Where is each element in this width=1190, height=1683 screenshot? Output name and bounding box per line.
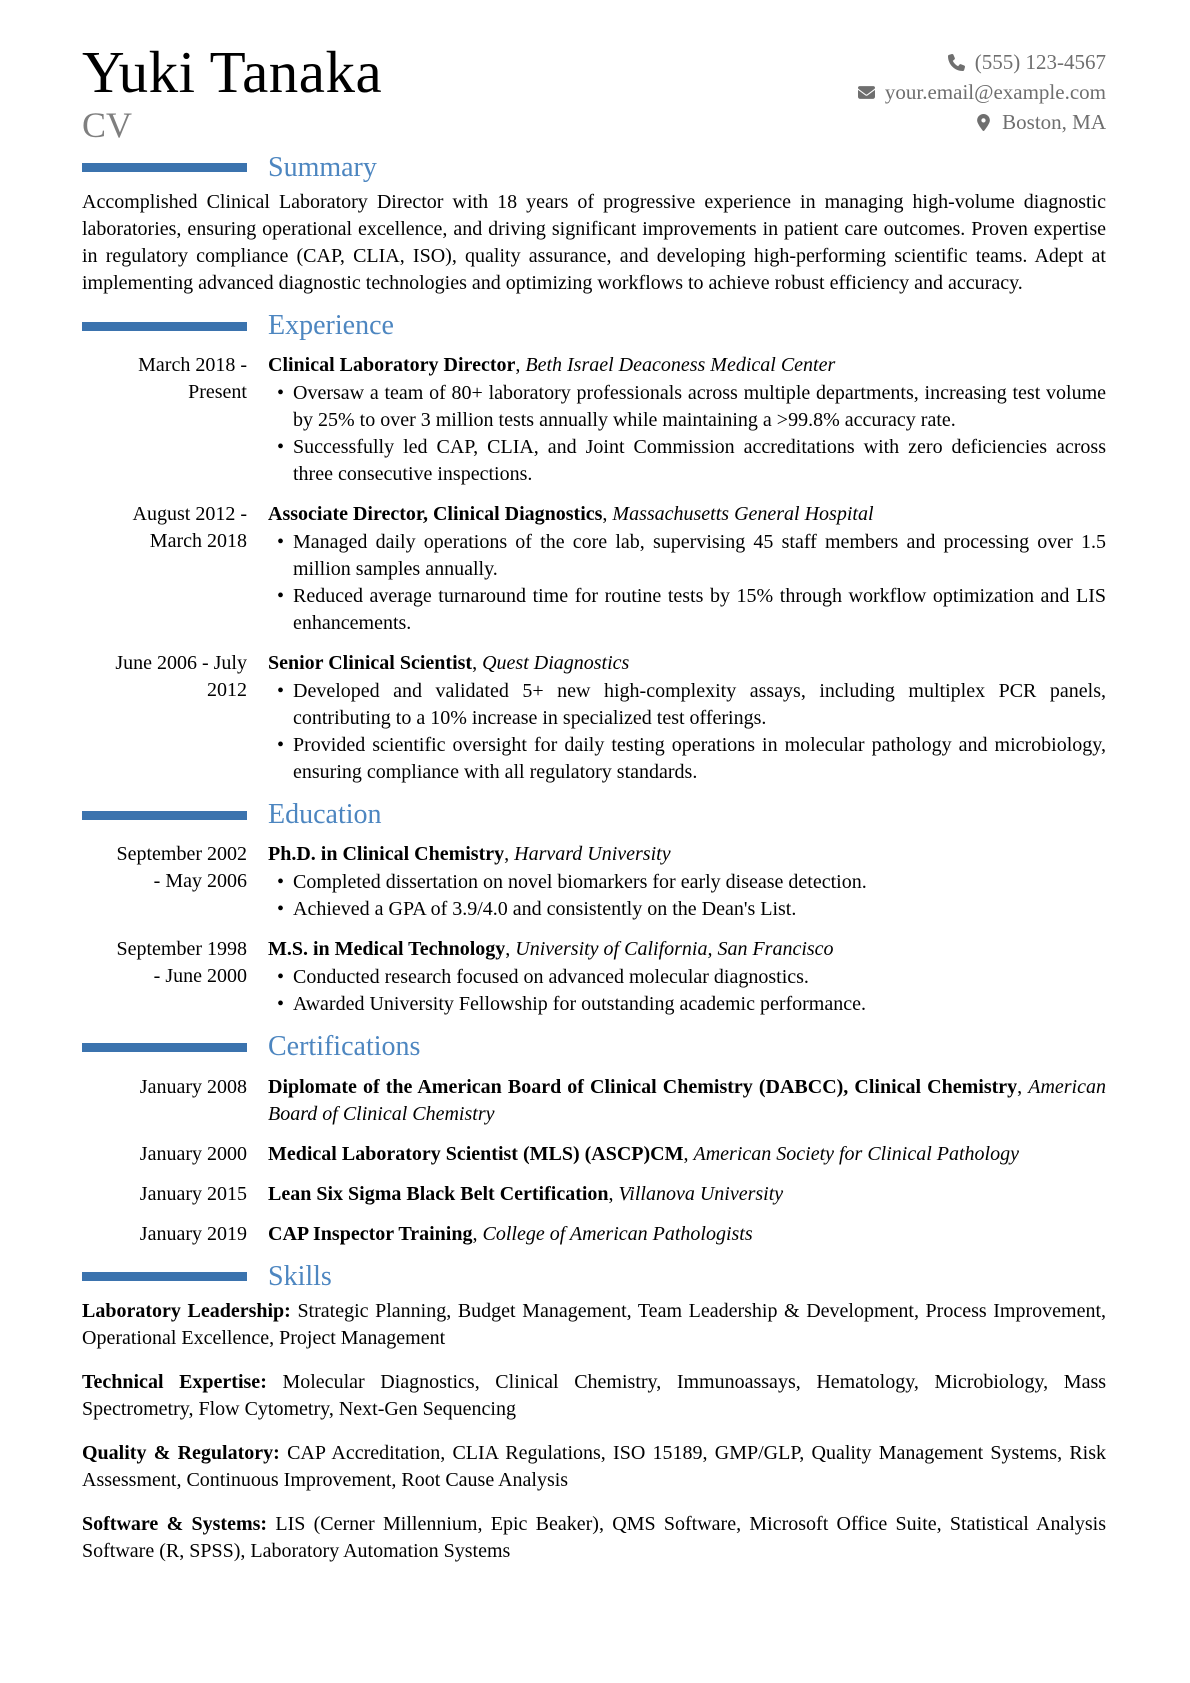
skill-label: Software & Systems: xyxy=(82,1512,268,1535)
section-summary xyxy=(82,152,1106,297)
contact-email[interactable] xyxy=(858,78,1106,108)
contact-location-text: Boston, MA xyxy=(1002,109,1106,134)
section-skills xyxy=(82,1261,1106,1565)
section-title-experience: Experience xyxy=(268,309,394,341)
entry-organization: Villanova University xyxy=(618,1182,784,1205)
highlight-item: • Awarded University Fellowship for outstanding academic performance. xyxy=(268,991,1106,1018)
entry-title xyxy=(268,1141,1106,1168)
entry-highlights xyxy=(268,964,1106,1018)
entry-dates xyxy=(82,352,247,488)
entry-body xyxy=(268,936,1106,1018)
entry-position: M.S. in Medical Technology xyxy=(268,938,506,961)
entry-body xyxy=(268,1221,1106,1248)
entry-highlights xyxy=(268,678,1106,786)
entry-title xyxy=(268,1221,1106,1248)
skill-text: CAP Accreditation, CLIA Regulations, ISO 15189, GMP/GLP, Quality Management Systems, Risk Assessment, Continuous Improvement, Root Cause Analysis xyxy=(82,1441,1106,1491)
entry-organization: Massachusetts General Hospital xyxy=(612,503,874,526)
entry-separator: , xyxy=(504,843,515,866)
envelope-icon xyxy=(858,84,875,101)
highlight-item: • Achieved a GPA of 3.9/4.0 and consistently on the Dean's List. xyxy=(268,896,1106,923)
entry-highlights xyxy=(268,869,1106,923)
contact-location xyxy=(858,108,1106,138)
entry-dates-text: June 2006 - July 2012 xyxy=(115,652,247,702)
entry-dates xyxy=(82,501,247,637)
highlight-item: • Oversaw a team of 80+ laboratory professionals across multiple departments, increasing test volume by 25% to over 3 million tests annually while maintaining a >99.8% accuracy rate. xyxy=(268,380,1106,434)
entry-body xyxy=(268,1141,1106,1168)
entry-dates-text: September 1998 - June 2000 xyxy=(116,938,247,988)
entry-body xyxy=(268,1181,1106,1208)
section-rule xyxy=(82,1272,247,1281)
entry-position: Medical Laboratory Scientist (MLS) (ASCP)CM xyxy=(268,1142,684,1165)
entry-position: CAP Inspector Training xyxy=(268,1222,473,1245)
highlight-item: • Successfully led CAP, CLIA, and Joint Commission accreditations with zero deficiencies across three consecutive inspections. xyxy=(268,434,1106,488)
entry xyxy=(82,352,1106,488)
entry-dates-text: March 2018 - Present xyxy=(138,354,247,404)
section-heading xyxy=(82,152,1106,184)
phone-icon xyxy=(948,54,965,71)
entry xyxy=(82,501,1106,637)
entry-organization: Harvard University xyxy=(514,843,671,866)
contact-phone-text: (555) 123-4567 xyxy=(974,50,1106,74)
entry-dates xyxy=(82,650,247,786)
entry-position: Associate Director, Clinical Diagnostics xyxy=(268,503,603,526)
entry-separator: , xyxy=(505,938,516,961)
entry-body xyxy=(268,841,1106,923)
skill-label: Technical Expertise: xyxy=(82,1370,267,1393)
entry-organization: Quest Diagnostics xyxy=(482,652,630,675)
section-title-summary: Summary xyxy=(268,151,377,183)
entry-dates xyxy=(82,1141,247,1168)
entry xyxy=(82,936,1106,1018)
entry-body xyxy=(268,501,1106,637)
entry-body xyxy=(268,650,1106,786)
entry-position: Senior Clinical Scientist xyxy=(268,652,473,675)
entry xyxy=(82,841,1106,923)
entry-dates-text: January 2008 xyxy=(139,1075,247,1098)
entry-dates-text: January 2015 xyxy=(139,1182,247,1205)
entry-separator: , xyxy=(1017,1075,1029,1098)
entry-dates xyxy=(82,936,247,1018)
entry-separator: , xyxy=(608,1182,619,1205)
entry-title xyxy=(268,841,1106,868)
entry xyxy=(82,1074,1106,1128)
entry-separator: , xyxy=(472,1222,483,1245)
skill-item xyxy=(82,1511,1106,1565)
section-rule xyxy=(82,322,247,331)
entry-separator: , xyxy=(515,354,526,377)
contact-email-text: your.email@example.com xyxy=(884,79,1106,104)
entry-dates xyxy=(82,1074,247,1128)
entry xyxy=(82,1141,1106,1168)
identity-block xyxy=(82,39,383,146)
highlight-item: • Provided scientific oversight for daily testing operations in molecular pathology and microbiology, ensuring compliance with all regulatory standards. xyxy=(268,732,1106,786)
skill-text: LIS (Cerner Millennium, Epic Beaker), QMS Software, Microsoft Office Suite, Statistical Analysis Software (R, SPSS), Laboratory Automation Systems xyxy=(82,1512,1106,1562)
entry xyxy=(82,1221,1106,1248)
entry xyxy=(82,1181,1106,1208)
entry-title xyxy=(268,650,1106,677)
section-heading xyxy=(82,799,1106,831)
section-rule xyxy=(82,1043,247,1052)
entry-highlights xyxy=(268,529,1106,637)
entry-dates xyxy=(82,841,247,923)
entry-title xyxy=(268,501,1106,528)
entry-organization: American Board of Clinical Chemistry xyxy=(268,1075,1106,1125)
section-certifications xyxy=(82,1031,1106,1247)
section-rule xyxy=(82,163,247,172)
highlight-item: • Reduced average turnaround time for routine tests by 15% through workflow optimization and LIS enhancements. xyxy=(268,583,1106,637)
certifications-entries xyxy=(82,1074,1106,1248)
entry-organization: College of American Pathologists xyxy=(482,1222,753,1245)
experience-entries xyxy=(82,352,1106,786)
entry-position: Ph.D. in Clinical Chemistry xyxy=(268,843,505,866)
highlight-item: • Completed dissertation on novel biomarkers for early disease detection. xyxy=(268,869,1106,896)
skill-item xyxy=(82,1440,1106,1494)
entry-position: Diplomate of the American Board of Clinical Chemistry (DABCC), Clinical Chemistry xyxy=(268,1075,1018,1098)
entry-dates-text: August 2012 - March 2018 xyxy=(132,503,247,553)
entry-dates-text: September 2002 - May 2006 xyxy=(116,843,247,893)
entry-body xyxy=(268,352,1106,488)
entry-organization: American Society for Clinical Pathology xyxy=(693,1142,1019,1165)
entry-title xyxy=(268,352,1106,379)
entry-separator: , xyxy=(472,652,483,675)
skills-list xyxy=(82,1298,1106,1565)
entry-title xyxy=(268,1181,1106,1208)
section-title-skills: Skills xyxy=(268,1260,332,1292)
skill-text: Strategic Planning, Budget Management, Team Leadership & Development, Process Improvement, Operational Excellence, Project Management xyxy=(82,1299,1107,1349)
section-rule xyxy=(82,811,247,820)
summary-text: Accomplished Clinical Laboratory Director with 18 years of progressive experience in managing high-volume diagnostic laboratories, ensuring operational excellence, and driving significant improvements in patient care outcomes. Proven expertise in regulatory compliance (CAP, CLIA, ISO), quality assurance, and developing high-performing scientific teams. Adept at implementing advanced diagnostic technologies and optimizing workflows to achieve robust efficiency and accuracy. xyxy=(82,190,1106,294)
section-title-education: Education xyxy=(268,799,382,831)
highlight-item: • Managed daily operations of the core lab, supervising 45 staff members and processing over 1.5 million samples annually. xyxy=(268,529,1106,583)
entry-organization: University of California, San Francisco xyxy=(515,938,834,961)
entry-title xyxy=(268,1074,1106,1128)
section-experience xyxy=(82,310,1106,786)
entry-dates-text: January 2019 xyxy=(139,1222,247,1245)
location-icon xyxy=(975,114,992,131)
highlight-item: • Developed and validated 5+ new high-complexity assays, including multiplex PCR panels, contributing to a 10% increase in specialized test offerings. xyxy=(268,678,1106,732)
section-heading xyxy=(82,1031,1106,1063)
skill-label: Laboratory Leadership: xyxy=(82,1299,291,1322)
contact-phone[interactable] xyxy=(858,48,1106,78)
education-entries xyxy=(82,841,1106,1018)
entry-dates-text: January 2000 xyxy=(139,1142,247,1165)
skill-text: Molecular Diagnostics, Clinical Chemistry, Immunoassays, Hematology, Microbiology, Mass Spectrometry, Flow Cytometry, Next-Gen Sequencing xyxy=(82,1370,1107,1420)
skill-item xyxy=(82,1369,1106,1423)
entry-organization: Beth Israel Deaconess Medical Center xyxy=(525,354,836,377)
section-title-certifications: Certifications xyxy=(268,1031,421,1063)
entry-dates xyxy=(82,1221,247,1248)
section-heading xyxy=(82,1261,1106,1293)
document-label: CV xyxy=(82,105,133,146)
section-education xyxy=(82,799,1106,1018)
skill-item xyxy=(82,1298,1106,1352)
entry-body xyxy=(268,1074,1106,1128)
section-heading xyxy=(82,310,1106,342)
entry-dates xyxy=(82,1181,247,1208)
person-name: Yuki Tanaka xyxy=(82,39,383,105)
entry xyxy=(82,650,1106,786)
highlight-item: • Conducted research focused on advanced molecular diagnostics. xyxy=(268,964,1106,991)
entry-title xyxy=(268,936,1106,963)
contact-block xyxy=(858,42,1106,137)
entry-position: Lean Six Sigma Black Belt Certification xyxy=(268,1182,609,1205)
entry-separator: , xyxy=(683,1142,694,1165)
entry-position: Clinical Laboratory Director xyxy=(268,354,516,377)
skill-label: Quality & Regulatory: xyxy=(82,1441,280,1464)
entry-separator: , xyxy=(602,503,613,526)
header xyxy=(82,39,1106,146)
entry-highlights xyxy=(268,380,1106,488)
